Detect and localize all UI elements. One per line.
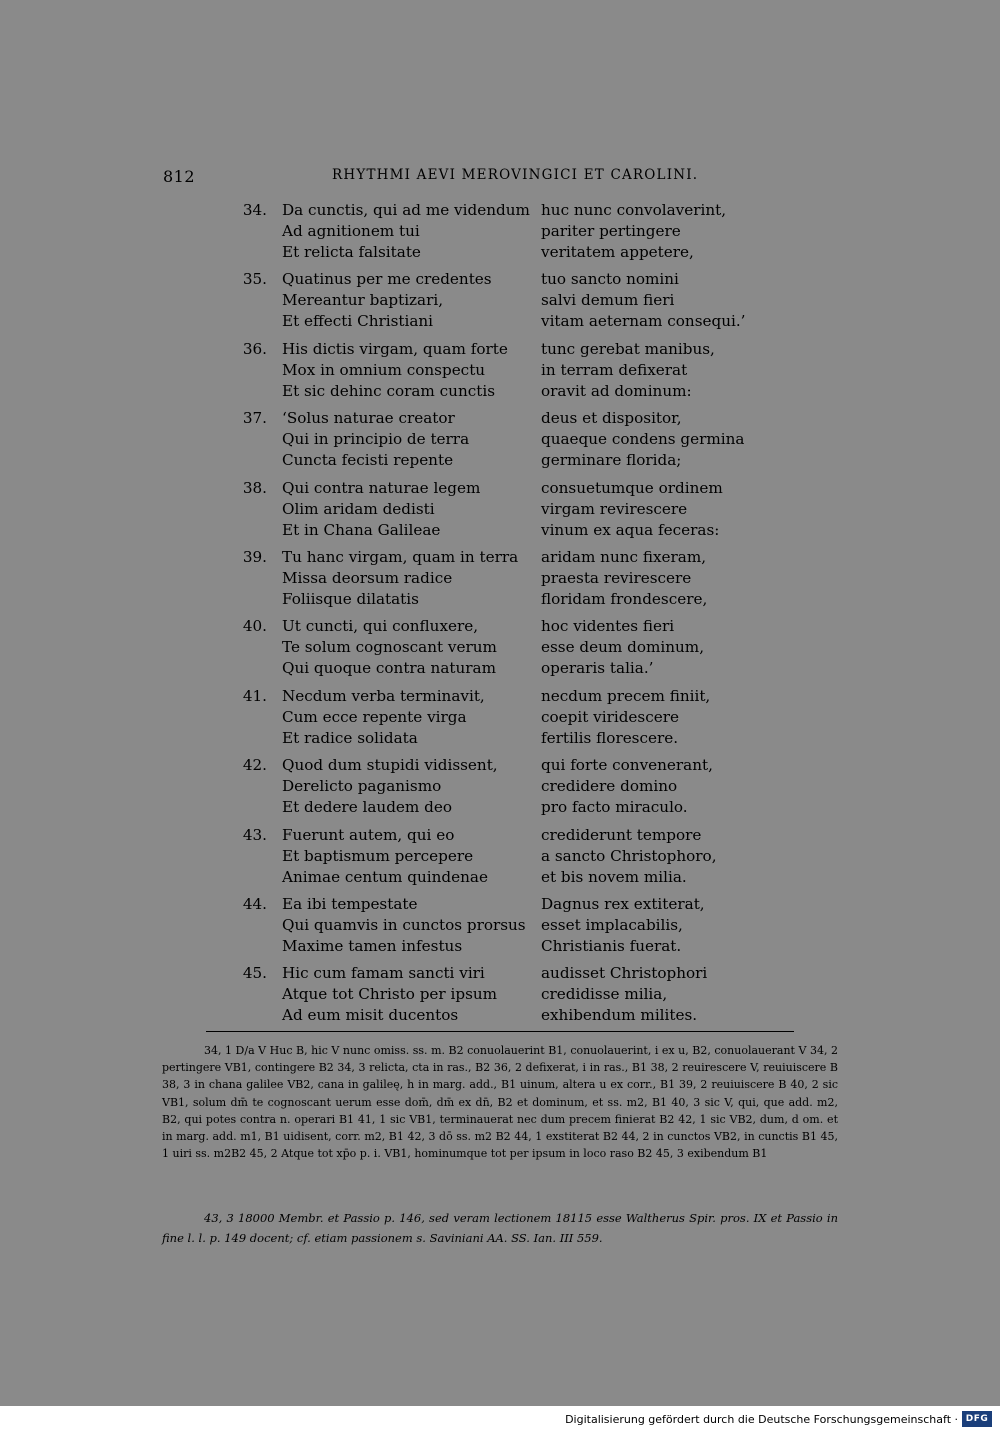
verse-first-half: Animae centum quindenae: [282, 867, 488, 886]
verse-second-half: salvi demum fieri: [541, 291, 675, 310]
stanza-number: 40.: [242, 617, 267, 636]
verse-first-half: ‘Solus naturae creator: [282, 409, 455, 428]
verse-line: [0, 894, 1000, 915]
verse-first-half: Qui quamvis in cunctos prorsus: [282, 916, 526, 934]
verse-line: [0, 339, 1000, 360]
verse-second-half: et bis novem milia.: [541, 867, 687, 886]
footer-bar: [0, 1406, 1000, 1434]
stanza-number: 42.: [242, 756, 267, 775]
verse-line: [0, 221, 1000, 242]
verse-second-half: tunc gerebat manibus,: [541, 339, 715, 358]
verse-second-half: veritatem appetere,: [541, 243, 694, 261]
verse-second-half: in terram defixerat: [541, 360, 688, 379]
verse-second-half: credidere domino: [541, 777, 678, 796]
verse-second-half: necdum precem finiit,: [541, 686, 711, 705]
verse-line: [0, 450, 1000, 471]
stanza-number: 35.: [242, 270, 267, 289]
running-head: RHYTHMI AEVI MEROVINGICI ET CAROLINI.: [332, 167, 699, 183]
verse-first-half: His dictis virgam, quam forte: [282, 339, 508, 358]
verse-line: [0, 825, 1000, 846]
verse-first-half: Olim aridam dedisti: [282, 499, 435, 518]
verse-second-half: qui forte convenerant,: [541, 756, 713, 775]
verse-first-half: Missa deorsum radice: [282, 569, 453, 587]
verse-line: [0, 360, 1000, 381]
verse-second-half: operaris talia.’: [541, 659, 654, 678]
verse-first-half: Da cunctis, qui ad me videndum: [282, 201, 530, 219]
verse-first-half: Qui contra naturae legem: [282, 478, 481, 497]
verse-line: [0, 846, 1000, 867]
verse-second-half: exhibendum milites.: [541, 1006, 698, 1025]
verse-first-half: Ea ibi tempestate: [282, 895, 418, 913]
verse-first-half: Cuncta fecisti repente: [282, 451, 454, 470]
verse-first-half: Ad eum misit ducentos: [282, 1006, 459, 1025]
verse-second-half: quaeque condens germina: [541, 430, 745, 449]
footer-credit: Digitalisierung gefördert durch die Deutsche Forschungsgemeinschaft ·: [565, 1413, 958, 1426]
apparatus-text: 34, 1 D/a V Huc B, hic V nunc omiss. ss. m. B2 conuolauerint B1, conuolauerint, i ex u, B2, conuolauerant V 34, 2 pertingere VB1, contingere B2 34, 3 relicta, cta in ras., B2 36, 2 defixerat, i in ras., B1 38, 2 reuirescere V, reuiuiscere B 38, 3 in chana galilee VB2, cana in galileę, h in marg. add., B1 uinum, altera u ex corr., B1 39, 2 reuiuiscere B 40, 2 sic VB1, solum dm̄ te cognoscant uerum esse dom̄, dm̄ ex dn̄, B2 et dominum, et ss. m2, B1 40, 3 sic V, qui, que add. m2, B2, qui potes contra n. operari B1 41, 1 sic VB1, terminauerat nec dum precem finierat B2 42, 1 sic VB2, dum, d om. et in marg. add. m1, B1 uidisent, corr. m2, B1 42, 3 dō ss. m2 B2 44, 1 exstiterat B2 44, 2 in cunctos VB2, in cunctis B1 45, 1 uiri ss. m2B2 45, 2 Atque tot xp̄o p. i. VB1, hominumque tot per ipsum in loco raso B2 45, 3 exibendum B1: [162, 1044, 838, 1161]
verse-first-half: Qui in principio de terra: [282, 430, 470, 449]
verse-line: [0, 408, 1000, 429]
verse-second-half: germinare florida;: [541, 451, 682, 470]
verse-second-half: credidisse milia,: [541, 985, 668, 1004]
verse-line: [0, 963, 1000, 984]
verse-line: [0, 915, 1000, 936]
footnote-rule: [206, 1031, 794, 1032]
verse-first-half: Et radice solidata: [282, 728, 418, 747]
dfg-logo[interactable]: DFG: [962, 1411, 992, 1427]
verse-first-half: Hic cum famam sancti viri: [282, 964, 485, 983]
footnote: [162, 1208, 838, 1248]
verse-first-half: Maxime tamen infestus: [282, 937, 463, 955]
verse-line: [0, 547, 1000, 568]
stanza-number: 41.: [242, 686, 267, 705]
verse-line: [0, 707, 1000, 728]
verse-second-half: pro facto miraculo.: [541, 798, 688, 817]
verse-first-half: Et effecti Christiani: [282, 312, 434, 331]
verse-line: [0, 776, 1000, 797]
verse-line: [0, 290, 1000, 311]
verse-first-half: Tu hanc virgam, quam in terra: [282, 548, 519, 566]
verse-first-half: Qui quoque contra naturam: [282, 659, 496, 678]
verse-second-half: hoc videntes fieri: [541, 617, 675, 636]
page-number: 812: [163, 167, 196, 186]
verse-line: [0, 381, 1000, 402]
verse-line: [0, 658, 1000, 679]
stanza-number: 37.: [242, 409, 267, 428]
stanza-number: 34.: [242, 201, 267, 219]
verse-second-half: esset implacabilis,: [541, 916, 683, 934]
verse-second-half: vinum ex aqua feceras:: [541, 520, 720, 539]
verse-first-half: Quod dum stupidi vidissent,: [282, 756, 498, 775]
verse-second-half: floridam frondescere,: [541, 590, 708, 608]
verse-line: [0, 984, 1000, 1005]
verse-first-half: Ut cuncti, qui confluxere,: [282, 617, 479, 636]
verse-line: [0, 686, 1000, 707]
verse-first-half: Derelicto paganismo: [282, 777, 442, 796]
verse-second-half: pariter pertingere: [541, 222, 681, 240]
verse-second-half: tuo sancto nomini: [541, 270, 679, 289]
stanza-number: 43.: [242, 825, 267, 844]
verse-second-half: deus et dispositor,: [541, 409, 682, 428]
verse-line: [0, 269, 1000, 290]
verse-line: [0, 478, 1000, 499]
verse-line: [0, 936, 1000, 957]
verse-second-half: coepit viridescere: [541, 707, 679, 726]
verse-line: [0, 616, 1000, 637]
verse-line: [0, 568, 1000, 589]
verse-first-half: Et sic dehinc coram cunctis: [282, 381, 495, 400]
verse-second-half: oravit ad dominum:: [541, 381, 692, 400]
verse-second-half: fertilis florescere.: [541, 728, 679, 747]
verse-second-half: aridam nunc fixeram,: [541, 548, 707, 566]
verse-line: [0, 637, 1000, 658]
verse-line: [0, 242, 1000, 263]
verse-line: [0, 1005, 1000, 1026]
stanza-number: 39.: [242, 548, 267, 566]
footnote-text: 43, 3 18000 Membr. et Passio p. 146, sed veram lectionem 18115 esse Waltherus Spir. pros. IX et Passio in fine l. l. p. 149 docent; cf. etiam passionem s. Saviniani AA. SS. Ian. III 559.: [162, 1211, 838, 1245]
verse-first-half: Te solum cognoscant verum: [282, 638, 497, 657]
verse-line: [0, 797, 1000, 818]
verse-first-half: Atque tot Christo per ipsum: [282, 985, 498, 1004]
verse-first-half: Quatinus per me credentes: [282, 270, 492, 289]
verse-second-half: Christianis fuerat.: [541, 937, 682, 955]
verse-line: [0, 499, 1000, 520]
verse-line: [0, 589, 1000, 610]
verse-first-half: Et relicta falsitate: [282, 243, 421, 261]
stanza-number: 36.: [242, 339, 267, 358]
verse-line: [0, 200, 1000, 221]
verse-second-half: Dagnus rex extiterat,: [541, 895, 705, 913]
verse-line: [0, 755, 1000, 776]
verse-second-half: praesta revirescere: [541, 569, 692, 587]
verse-first-half: Et dedere laudem deo: [282, 798, 452, 817]
verse-first-half: Fuerunt autem, qui eo: [282, 825, 455, 844]
verse-line: [0, 728, 1000, 749]
verse-first-half: Et in Chana Galileae: [282, 520, 441, 539]
verse-first-half: Ad agnitionem tui: [282, 222, 420, 240]
verse-first-half: Mereantur baptizari,: [282, 291, 444, 310]
verse-second-half: audisset Christophori: [541, 964, 708, 983]
verse-second-half: crediderunt tempore: [541, 825, 702, 844]
stanza-number: 38.: [242, 478, 267, 497]
verse-second-half: huc nunc convolaverint,: [541, 201, 727, 219]
verse-second-half: esse deum dominum,: [541, 638, 705, 657]
verse-second-half: virgam revirescere: [541, 499, 688, 518]
verse-line: [0, 311, 1000, 332]
verse-first-half: Mox in omnium conspectu: [282, 360, 486, 379]
stanza-number: 44.: [242, 895, 267, 913]
verse-second-half: a sancto Christophoro,: [541, 846, 717, 865]
verse-line: [0, 520, 1000, 541]
verse-second-half: vitam aeternam consequi.’: [541, 312, 746, 331]
verse-line: [0, 867, 1000, 888]
stanza-number: 45.: [242, 964, 267, 983]
verse-second-half: consuetumque ordinem: [541, 478, 723, 497]
critical-apparatus: [162, 1042, 838, 1162]
verse-first-half: Cum ecce repente virga: [282, 707, 467, 726]
verse-line: [0, 429, 1000, 450]
verse-first-half: Necdum verba terminavit,: [282, 686, 485, 705]
verse-first-half: Foliisque dilatatis: [282, 590, 419, 608]
verse-first-half: Et baptismum percepere: [282, 846, 474, 865]
